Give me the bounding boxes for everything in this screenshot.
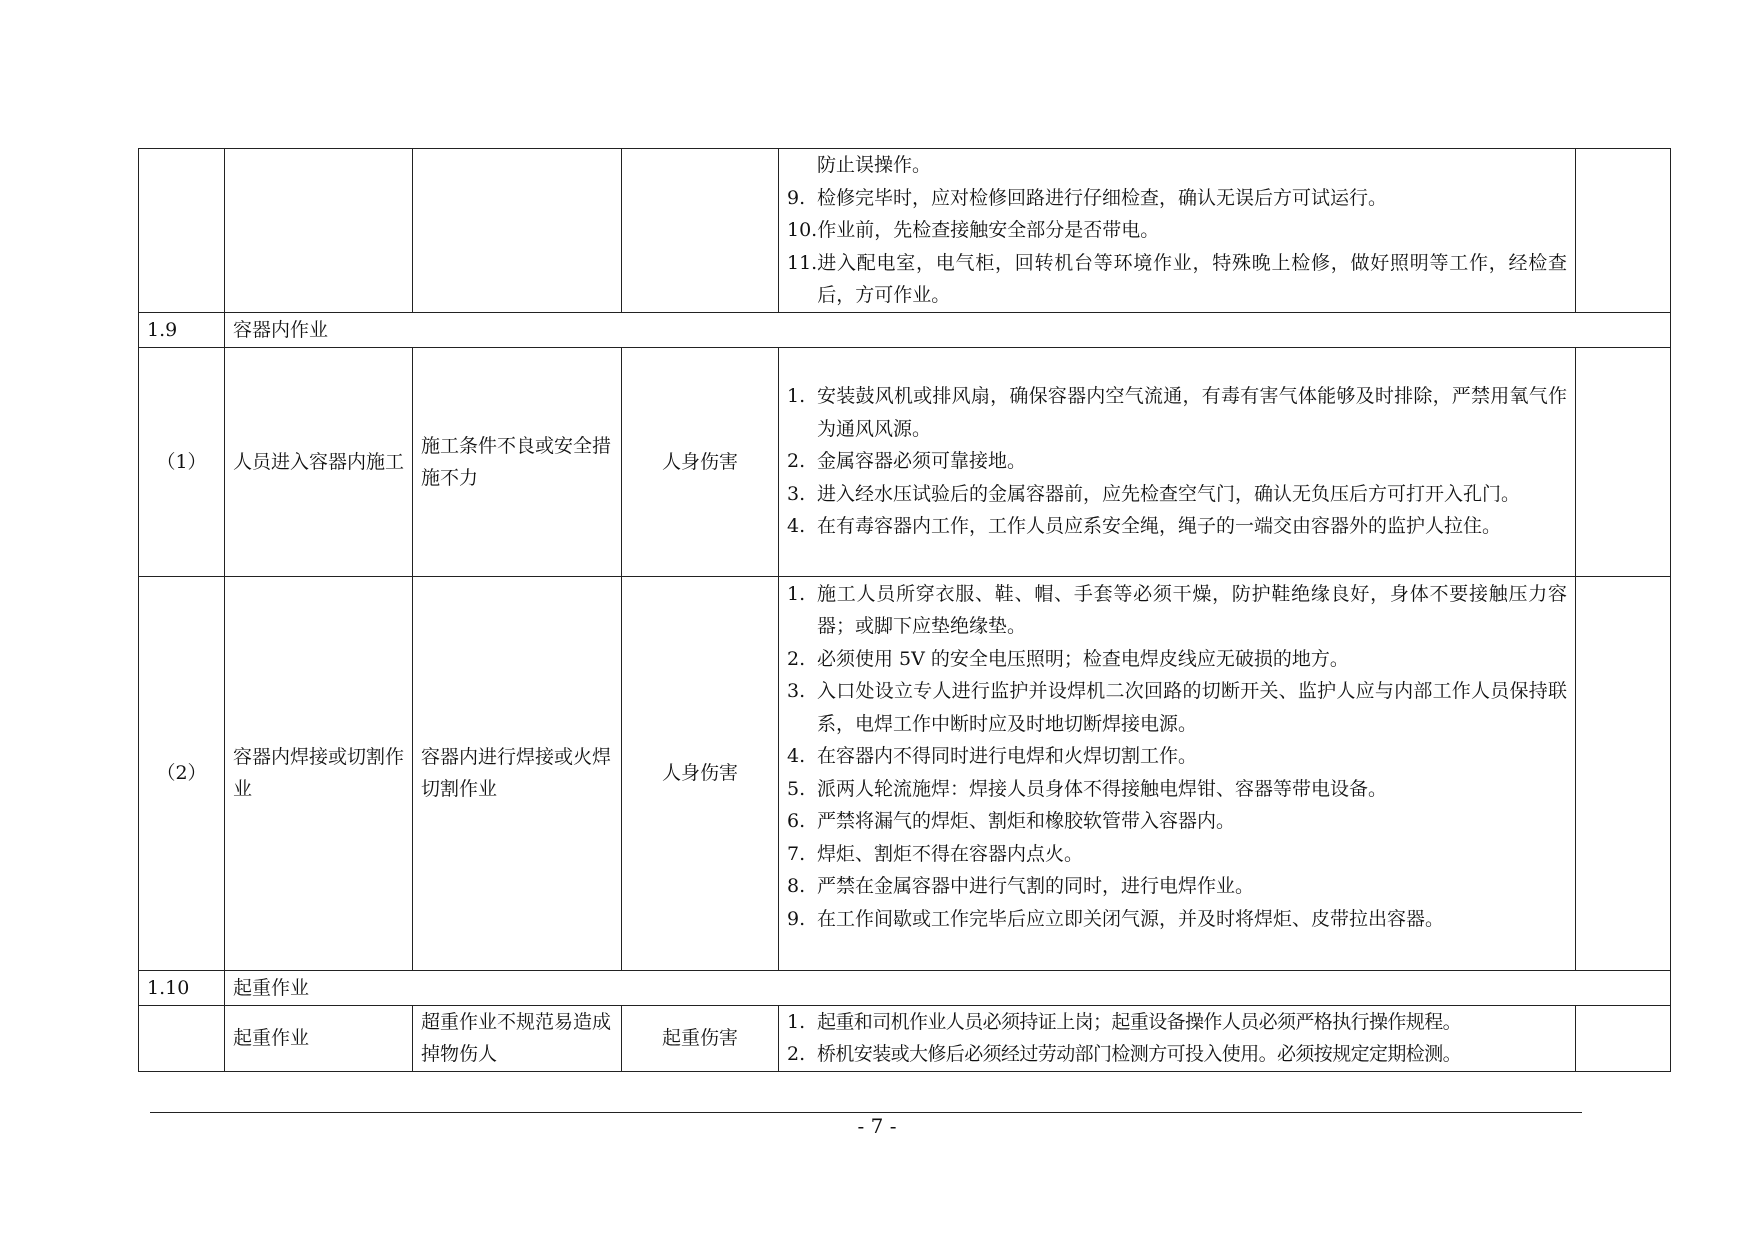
measures-list — [787, 182, 1567, 312]
list-item: 3. 进入经水压试验后的金属容器前，应先检查空气门，确认无负压后方可打开入孔门。 — [787, 482, 1521, 505]
table-row — [139, 149, 1671, 313]
row-number: （2） — [139, 576, 225, 970]
hazard-cell: 超重作业不规范易造成掉物伤人 — [413, 1005, 622, 1071]
list-item: 9. 在工作间歇或工作完毕后应立即关闭气源，并及时将焊炬、皮带拉出容器。 — [787, 907, 1445, 930]
remarks-cell — [1576, 1005, 1671, 1071]
list-item: 5. 派两人轮流施焊：焊接人员身体不得接触电焊钳、容器等带电设备。 — [787, 777, 1388, 800]
measures-list — [787, 1006, 1567, 1071]
consequence-cell — [622, 149, 779, 313]
consequence-cell: 人身伤害 — [622, 347, 779, 576]
activity-cell — [225, 149, 413, 313]
measures-cell — [779, 576, 1576, 970]
section-number: 1.10 — [139, 970, 225, 1005]
list-item: 9. 检修完毕时，应对检修回路进行仔细检查，确认无误后方可试运行。 — [787, 186, 1388, 209]
activity-cell: 容器内焊接或切割作业 — [225, 576, 413, 970]
list-item: 8. 严禁在金属容器中进行气割的同时，进行电焊作业。 — [787, 875, 1255, 897]
measures-cell — [779, 347, 1576, 576]
table-row — [139, 347, 1671, 576]
measures-cell — [779, 1005, 1576, 1071]
page-number: - 7 - — [857, 1114, 897, 1138]
section-row — [139, 312, 1671, 347]
hazard-cell: 施工条件不良或安全措施不力 — [413, 347, 622, 576]
remarks-cell — [1576, 347, 1671, 576]
section-row — [139, 970, 1671, 1005]
continued-text: 防止误操作。 — [817, 154, 932, 176]
no-cell — [139, 149, 225, 313]
section-title: 容器内作业 — [225, 312, 1671, 347]
activity-cell: 起重作业 — [225, 1005, 413, 1071]
hazard-cell: 容器内进行焊接或火焊切割作业 — [413, 576, 622, 970]
list-item: 3. 入口处设立专人进行监护并设焊机二次回路的切断开关、监护人应与内部工作人员保持联系，电焊工作中断时应及时地切断焊接电源。 — [787, 680, 1567, 735]
list-item: 2. 金属容器必须可靠接地。 — [787, 450, 1027, 473]
table-row — [139, 576, 1671, 970]
list-item: 4. 在容器内不得同时进行电焊和火焊切割工作。 — [787, 745, 1198, 767]
list-item: 1. 起重和司机作业人员必须持证上岗；起重设备操作人员必须严格执行操作规程。 — [787, 1010, 1462, 1033]
list-item: 10. 作业前，先检查接触安全部分是否带电。 — [787, 219, 1160, 241]
consequence-cell: 起重伤害 — [622, 1005, 779, 1071]
list-item: 1. 施工人员所穿衣服、鞋、帽、手套等必须干燥，防护鞋绝缘良好，身体不要接触压力容器；或脚下应垫绝缘垫。 — [787, 582, 1567, 637]
table-row — [139, 1005, 1671, 1071]
safety-measures-table — [138, 148, 1671, 1072]
list-item: 7. 焊炬、割炬不得在容器内点火。 — [787, 842, 1084, 865]
list-item: 2. 桥机安装或大修后必须经过劳动部门检测方可投入使用。必须按规定定期检测。 — [787, 1043, 1462, 1065]
activity-cell: 人员进入容器内施工 — [225, 347, 413, 576]
list-item: 1. 安装鼓风机或排风扇，确保容器内空气流通，有毒有害气体能够及时排除，严禁用氧气作为通风风源。 — [787, 385, 1567, 440]
measures-list — [787, 380, 1567, 543]
footer-divider — [150, 1112, 1582, 1113]
consequence-cell: 人身伤害 — [622, 576, 779, 970]
row-number — [139, 1005, 225, 1071]
row-number: （1） — [139, 347, 225, 576]
list-item: 4. 在有毒容器内工作，工作人员应系安全绳，绳子的一端交由容器外的监护人拉住。 — [787, 515, 1502, 538]
list-item: 2. 必须使用 5V 的安全电压照明；检查电焊皮线应无破损的地方。 — [787, 647, 1349, 670]
hazard-cell — [413, 149, 622, 313]
section-title: 起重作业 — [225, 970, 1671, 1005]
list-item: 11. 进入配电室，电气柜，回转机台等环境作业，特殊晚上检修，做好照明等工作，经检查后，方可作业。 — [787, 251, 1567, 306]
section-number: 1.9 — [139, 312, 225, 347]
list-item: 6. 严禁将漏气的焊炬、割炬和橡胶软管带入容器内。 — [787, 810, 1236, 832]
remarks-cell — [1576, 576, 1671, 970]
measures-list — [787, 578, 1567, 936]
remarks-cell — [1576, 149, 1671, 313]
measures-cell — [779, 149, 1576, 313]
